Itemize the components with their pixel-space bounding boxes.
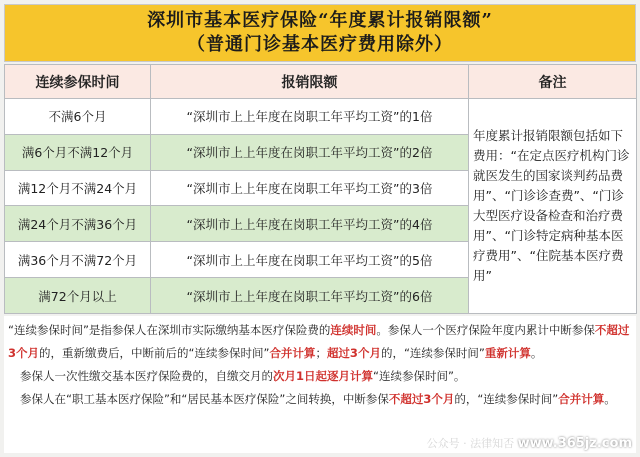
period-cell: 满12个月不满24个月 xyxy=(5,170,151,206)
watermark xyxy=(427,435,632,451)
header-period: 连续参保时间 xyxy=(5,65,151,99)
note-paragraph-3 xyxy=(8,388,632,411)
period-cell: 满24个月不满36个月 xyxy=(5,206,151,242)
note-text: 参保人一次性缴交基本医疗保险费的，自缴交月的 xyxy=(20,369,273,383)
page-title: 深圳市基本医疗保险“年度累计报销限额” xyxy=(147,10,493,31)
page-subtitle: （普通门诊基本医疗费用除外） xyxy=(187,34,453,55)
limit-cell: “深圳市上上年度在岗职工年平均工资”的4倍 xyxy=(151,206,469,242)
note-highlight: 不超过3个月 xyxy=(8,323,630,360)
limit-cell: “深圳市上上年度在岗职工年平均工资”的1倍 xyxy=(151,99,469,135)
limit-cell: “深圳市上上年度在岗职工年平均工资”的2倍 xyxy=(151,134,469,170)
explanation-notes xyxy=(4,316,636,453)
note-text: 。参保人一个医疗保险年度内累计中断参保 xyxy=(376,323,595,337)
note-text: 。 xyxy=(604,392,616,406)
note-text: 参保人在“职工基本医疗保险”和“居民基本医疗保险”之间转换，中断参保 xyxy=(20,392,389,406)
note-text: 的，“连续参保时间” xyxy=(454,392,559,406)
watermark-url: www.365jz.com xyxy=(517,436,632,451)
period-cell: 不满6个月 xyxy=(5,99,151,135)
watermark-text: 公众号 · 法律知否 xyxy=(426,437,515,450)
header-note: 备注 xyxy=(469,65,637,99)
limit-cell: “深圳市上上年度在岗职工年平均工资”的6倍 xyxy=(151,278,469,314)
note-text: 的，“连续参保时间” xyxy=(380,346,485,360)
note-text: 的，重新缴费后，中断前后的“连续参保时间” xyxy=(39,346,270,360)
period-cell: 满36个月不满72个月 xyxy=(5,242,151,278)
note-text: “连续参保时间”。 xyxy=(373,369,466,383)
reimbursement-table xyxy=(4,64,637,314)
note-highlight: 次月1日起逐月计算 xyxy=(273,369,374,383)
note-highlight: 合并计算 xyxy=(558,392,605,406)
period-cell: 满6个月不满12个月 xyxy=(5,134,151,170)
note-paragraph-1 xyxy=(8,319,632,365)
note-text: ； xyxy=(315,346,327,360)
note-text: “连续参保时间”是指参保人在深圳市实际缴纳基本医疗保险费的 xyxy=(8,323,331,337)
header-limit: 报销限额 xyxy=(151,65,469,99)
note-highlight: 不超过3个月 xyxy=(388,392,455,406)
note-highlight: 超过3个月 xyxy=(326,346,381,360)
note-cell: 年度累计报销限额包括如下费用：“在定点医疗机构门诊就医发生的国家谈判药品费用”、“门诊诊查费”、“门诊大型医疗设备检查和治疗费用”、“门诊特定病种基本医疗费用”、“住院基本医疗费用” xyxy=(469,99,637,314)
table-header-row xyxy=(5,65,637,99)
note-highlight: 合并计算 xyxy=(269,346,316,360)
period-cell: 满72个月以上 xyxy=(5,278,151,314)
note-highlight: 重新计算 xyxy=(484,346,531,360)
note-highlight: 连续时间 xyxy=(330,323,377,337)
limit-cell: “深圳市上上年度在岗职工年平均工资”的3倍 xyxy=(151,170,469,206)
note-paragraph-2 xyxy=(8,365,632,388)
limit-cell: “深圳市上上年度在岗职工年平均工资”的5倍 xyxy=(151,242,469,278)
note-text: 。 xyxy=(530,346,543,360)
table-row xyxy=(5,99,637,135)
title-banner xyxy=(4,4,636,62)
